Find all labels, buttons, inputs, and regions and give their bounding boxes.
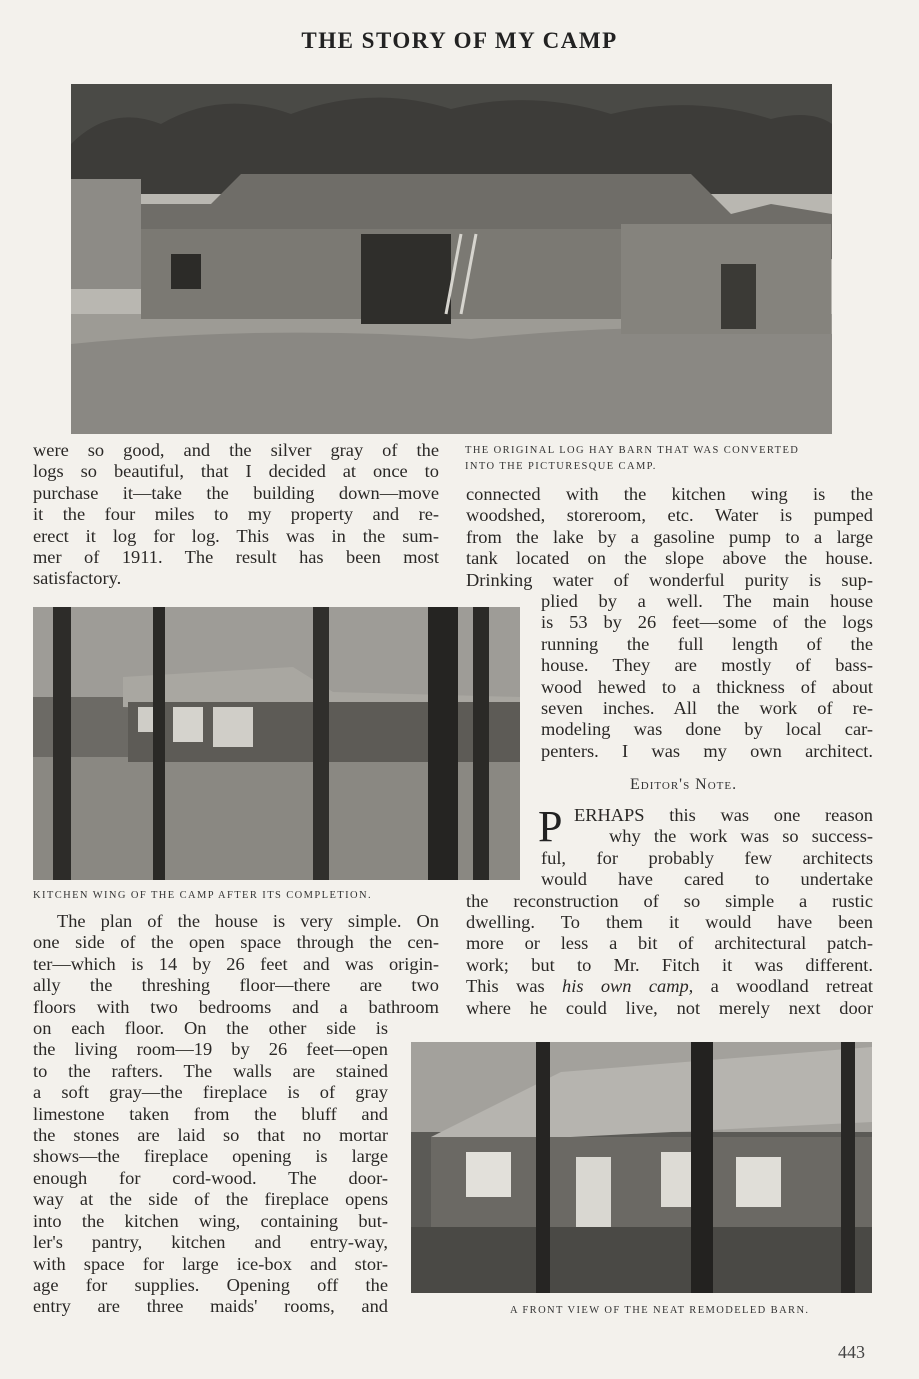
text-line: the stones are laid so that no mortar [33, 1125, 388, 1146]
text-line: purchase it—take the building down—move [33, 482, 439, 503]
kitchen-wing-photo [33, 607, 520, 880]
text-line: more or less a bit of architectural patch- [466, 933, 873, 954]
text-line: why the work was so success- [609, 826, 873, 847]
text-line: into the kitchen wing, containing but- [33, 1210, 388, 1231]
text-line: way at the side of the fireplace opens [33, 1189, 388, 1210]
emphasis-text: his own camp, [562, 976, 694, 997]
text-line: house. They are mostly of bass- [541, 655, 873, 676]
text-line: floors with two bedrooms and a bathroom [33, 996, 439, 1017]
front-view-photo [411, 1042, 872, 1293]
text-line: Drinking water of wonderful purity is sup- [466, 569, 873, 590]
text-line: plied by a well. The main house [541, 591, 873, 612]
right-paragraph-1 [466, 484, 873, 762]
text-fragment: a woodland retreat [693, 976, 873, 997]
drop-cap: P [538, 802, 563, 851]
text-line: to the rafters. The walls are stained [33, 1060, 388, 1081]
text-line: connected with the kitchen wing is the [466, 484, 873, 504]
text-line: work; but to Mr. Fitch it was different. [466, 954, 873, 975]
text-line: with space for large ice-box and stor- [33, 1253, 388, 1274]
text-line: woodshed, storeroom, etc. Water is pumped [466, 505, 873, 526]
text-line: dwelling. To them it would have been [466, 912, 873, 933]
text-line: limestone taken from the bluff and [33, 1103, 388, 1124]
text-line: enough for cord-wood. The door- [33, 1167, 388, 1188]
caption-line: INTO THE PICTURESQUE CAMP. [465, 461, 657, 472]
text-line: erect it log for log. This was in the sum- [33, 525, 439, 546]
text-line: seven inches. All the work of re- [541, 698, 873, 719]
text-line: the living room—19 by 26 feet—open [33, 1039, 388, 1060]
text-line: the reconstruction of so simple a rustic [466, 890, 873, 911]
text-line: logs so beautiful, that I decided at once to [33, 461, 439, 482]
left-paragraph-2 [33, 911, 439, 1318]
text-line [466, 976, 873, 997]
text-line: from the lake by a gasoline pump to a large [466, 526, 873, 547]
editors-note-heading: Editor's Note. [630, 776, 738, 793]
page-number: 443 [838, 1342, 865, 1362]
text-line: where he could live, not merely next door [466, 997, 873, 1018]
text-line: it the four miles to my property and re- [33, 504, 439, 525]
page-title: THE STORY OF MY CAMP [301, 28, 618, 53]
left-paragraph-1 [33, 440, 439, 590]
text-line: were so good, and the silver gray of the [33, 440, 439, 460]
text-line: satisfactory. [33, 568, 122, 589]
front-view-caption: A FRONT VIEW OF THE NEAT REMODELED BARN. [510, 1305, 810, 1316]
text-line: is 53 by 26 feet—some of the logs [541, 612, 873, 633]
text-line: The plan of the house is very simple. On [57, 911, 439, 931]
text-line: modeling was done by local car- [541, 719, 873, 740]
text-line: mer of 1911. The result has been most [33, 547, 439, 568]
barn-photo [71, 84, 832, 434]
text-fragment: This was [466, 976, 563, 997]
text-line: penters. I was my own architect. [541, 740, 873, 761]
text-line: ERHAPS this was one reason [574, 805, 873, 825]
text-line: ful, for probably few architects [541, 847, 873, 868]
text-line: ter—which is 14 by 26 feet and was origin- [33, 953, 439, 974]
text-line: ler's pantry, kitchen and entry-way, [33, 1232, 388, 1253]
text-line: would have cared to undertake [541, 869, 873, 890]
text-line: shows—the fireplace opening is large [33, 1146, 388, 1167]
kitchen-wing-caption: KITCHEN WING OF THE CAMP AFTER ITS COMPLETION. [33, 890, 372, 901]
text-line: entry are three maids' rooms, and [33, 1296, 388, 1317]
text-line: a soft gray—the fireplace is of gray [33, 1082, 388, 1103]
text-line: wood hewed to a thickness of about [541, 676, 873, 697]
text-line: one side of the open space through the cen- [33, 932, 439, 953]
text-line: running the full length of the [541, 633, 873, 654]
text-line: ally the threshing floor—there are two [33, 975, 439, 996]
caption-line: THE ORIGINAL LOG HAY BARN THAT WAS CONVERTED [465, 445, 800, 456]
text-line: tank located on the slope above the house. [466, 548, 873, 569]
right-paragraph-2 [466, 802, 873, 1019]
text-line: on each floor. On the other side is [33, 1018, 388, 1039]
barn-photo-caption [465, 443, 875, 475]
text-line: age for supplies. Opening off the [33, 1274, 388, 1295]
